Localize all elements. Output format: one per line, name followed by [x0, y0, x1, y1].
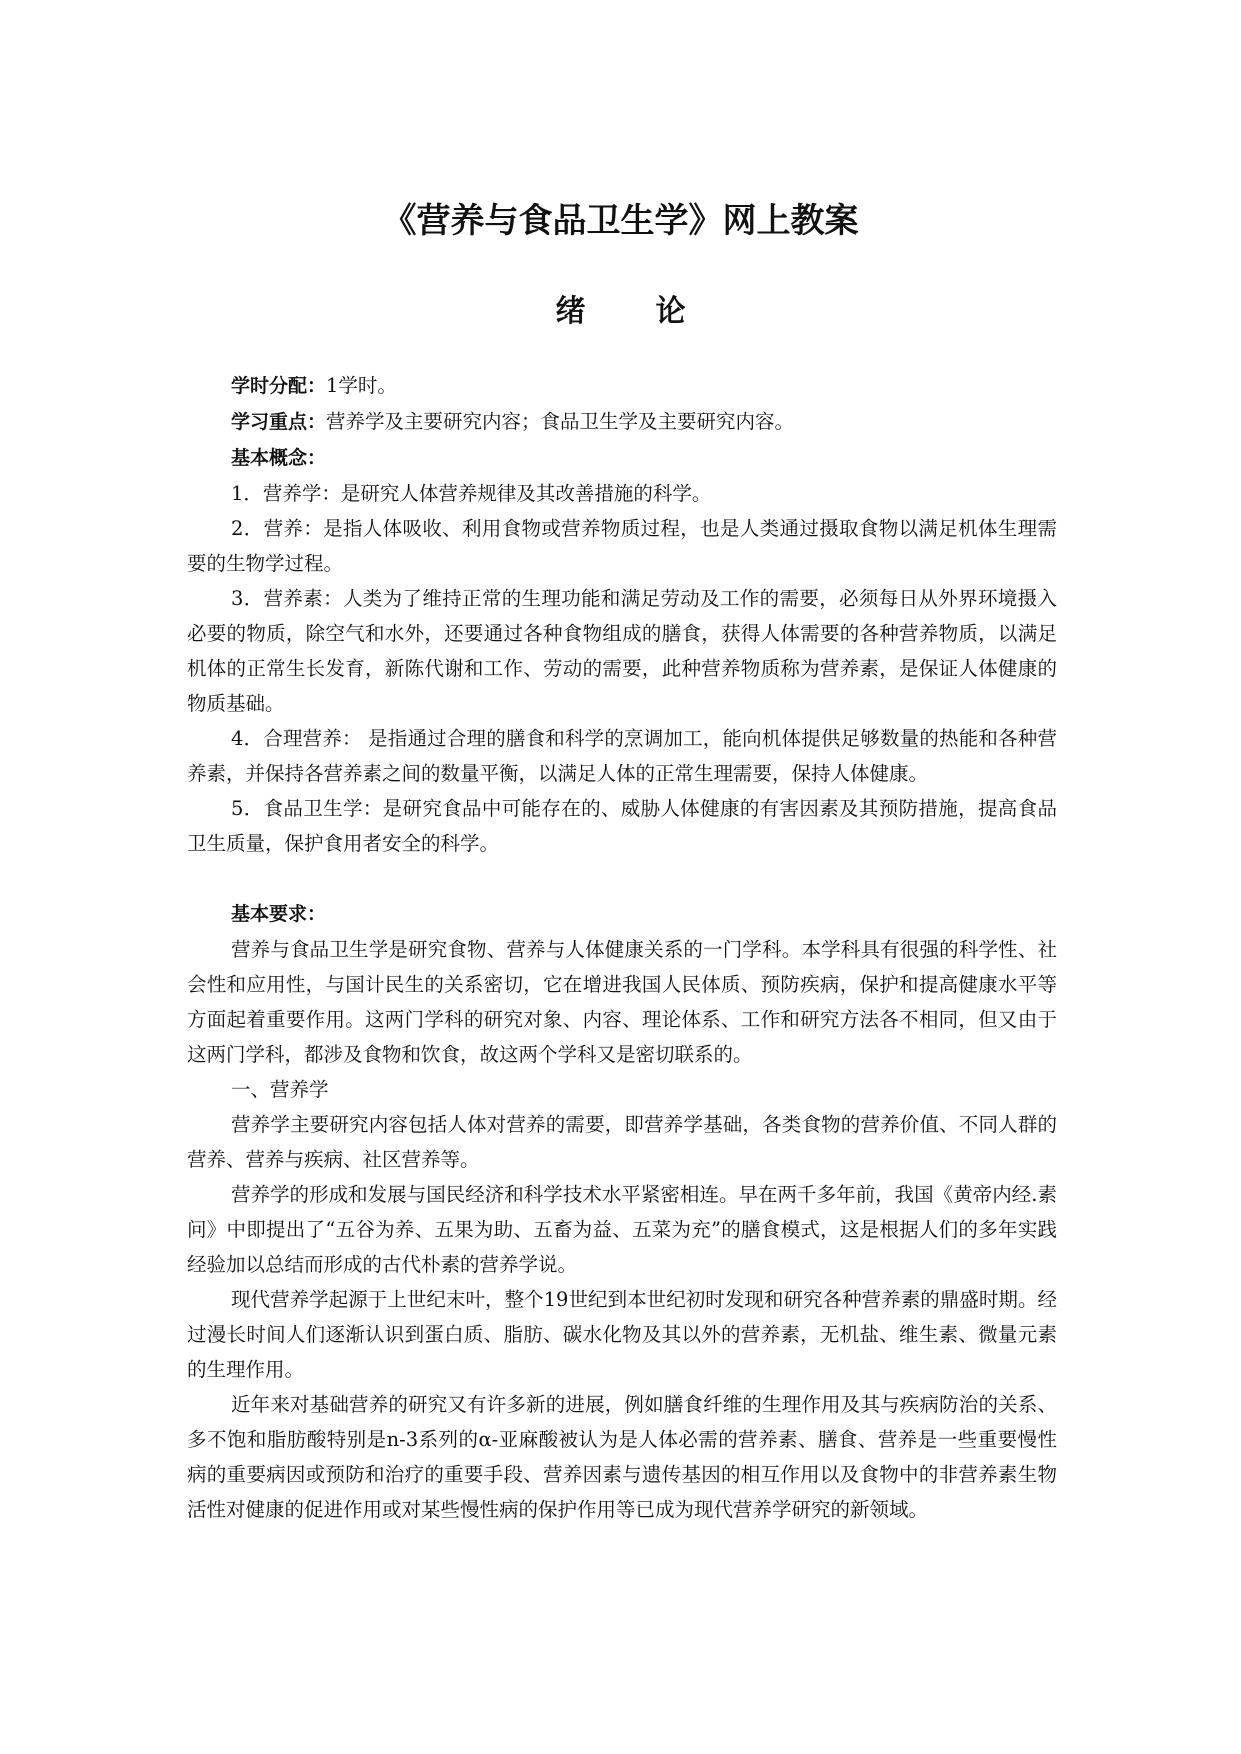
focus-value: 营养学及主要研究内容；食品卫生学及主要研究内容。 — [326, 410, 795, 433]
body-paragraph: 现代营养学起源于上世纪末叶，整个19世纪到本世纪初时发现和研究各种营养素的鼎盛时期。经过漫长时间人们逐渐认识到蛋白质、脂肪、碳水化物及其以外的营养素，无机盐、维生素、微量元素的生理作用。 — [187, 1288, 1057, 1381]
concepts-label: 基本概念： — [231, 447, 327, 469]
hours-line — [187, 368, 1057, 404]
body-paragraph: 营养与食品卫生学是研究食物、营养与人体健康关系的一门学科。本学科具有很强的科学性、社会性和应用性，与国计民生的关系密切，它在增进我国人民体质、预防疾病，保护和提高健康水平等方面起着重要作用。这两门学科的研究对象、内容、理论体系、工作和研究方法各不相同，但又由于这两门学科，都涉及食物和饮食，故这两个学科又是密切联系的。 — [187, 938, 1057, 1066]
section-spacer — [187, 861, 1057, 896]
document-title: 《营养与食品卫生学》网上教案 — [382, 201, 859, 241]
section-heading-nutrition: 一、营养学 — [231, 1078, 329, 1101]
focus-line — [187, 404, 1057, 440]
body-paragraph: 营养学主要研究内容包括人体对营养的需要，即营养学基础，各类食物的营养价值、不同人群的营养、营养与疾病、社区营养等。 — [187, 1113, 1057, 1171]
concept-item: 3．营养素：人类为了维持正常的生理功能和满足劳动及工作的需要，必须每日从外界环境摄入必要的物质，除空气和水外，还要通过各种食物组成的膳食，获得人体需要的各种营养物质，以满足机体的正常生长发育，新陈代谢和工作、劳动的需要，此种营养物质称为营养素，是保证人体健康的物质基础。 — [187, 587, 1057, 715]
body-paragraph: 营养学的形成和发展与国民经济和科学技术水平紧密相连。早在两千多年前，我国《黄帝内经.素问》中即提出了“五谷为养、五果为助、五畜为益、五菜为充”的膳食模式，这是根据人们的多年实践经验加以总结而形成的古代朴素的营养学说。 — [187, 1183, 1057, 1276]
hours-value: 1学时。 — [326, 374, 397, 397]
body-paragraph: 近年来对基础营养的研究又有许多新的进展，例如膳食纤维的生理作用及其与疾病防治的关系、多不饱和脂肪酸特别是n-3系列的α-亚麻酸被认为是人体必需的营养素、膳食、营养是一些重要慢性病的重要病因或预防和治疗的重要手段、营养因素与遗传基因的相互作用以及食物中的非营养素生物活性对健康的促进作用或对某些慢性病的保护作用等已成为现代营养学研究的新领域。 — [187, 1393, 1057, 1521]
concept-item: 4．合理营养： 是指通过合理的膳食和科学的烹调加工，能向机体提供足够数量的热能和各种营养素，并保持各营养素之间的数量平衡，以满足人体的正常生理需要，保持人体健康。 — [187, 727, 1057, 785]
document-body — [187, 368, 1057, 1527]
chapter-title: 绪论 — [555, 294, 756, 329]
concept-item: 2．营养：是指人体吸收、利用食物或营养物质过程，也是人类通过摄取食物以满足机体生理需要的生物学过程。 — [187, 517, 1057, 575]
requirements-label: 基本要求： — [231, 903, 327, 925]
focus-label: 学习重点： — [231, 411, 327, 433]
concept-item: 1．营养学：是研究人体营养规律及其改善措施的科学。 — [231, 482, 712, 505]
hours-label: 学时分配： — [231, 375, 327, 397]
requirements-heading — [187, 896, 1057, 932]
concepts-heading — [187, 440, 1057, 476]
concept-item: 5．食品卫生学：是研究食品中可能存在的、威胁人体健康的有害因素及其预防措施，提高食品卫生质量，保护食用者安全的科学。 — [187, 797, 1057, 855]
